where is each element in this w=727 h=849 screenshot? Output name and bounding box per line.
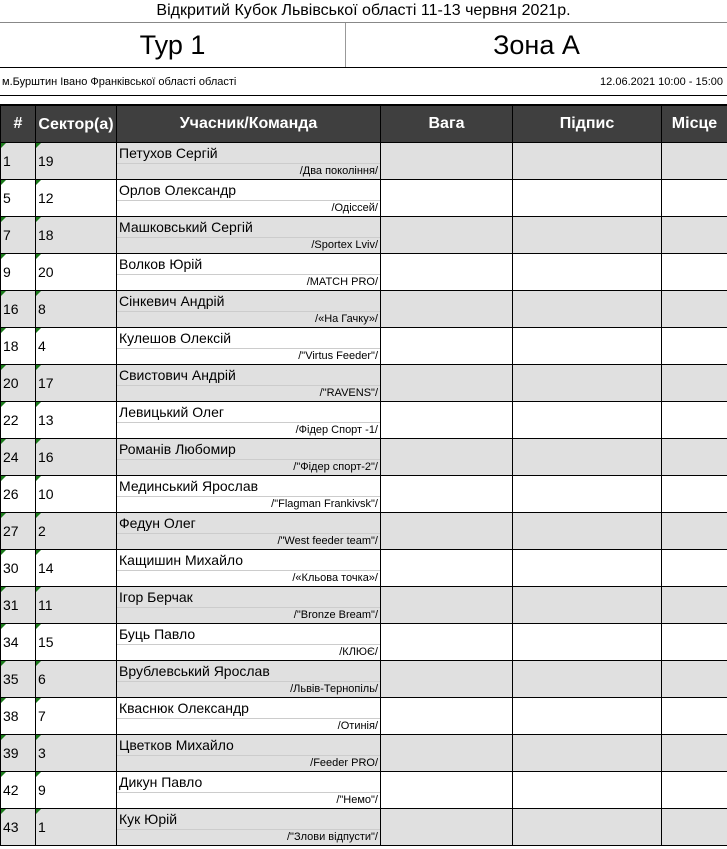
row-number: 18 — [1, 328, 36, 365]
signature-cell[interactable] — [513, 587, 662, 624]
signature-cell[interactable] — [513, 439, 662, 476]
place-cell[interactable] — [662, 513, 727, 550]
row-number: 39 — [1, 735, 36, 772]
tour-label: Тур 1 — [0, 23, 346, 67]
participant-name: Волков Юрій — [117, 254, 380, 275]
row-number: 9 — [1, 254, 36, 291]
table-row — [1, 587, 727, 624]
row-number: 35 — [1, 661, 36, 698]
signature-cell[interactable] — [513, 365, 662, 402]
place-cell[interactable] — [662, 365, 727, 402]
row-number: 20 — [1, 365, 36, 402]
place-cell[interactable] — [662, 254, 727, 291]
signature-cell[interactable] — [513, 328, 662, 365]
participant-name: Орлов Олександр — [117, 180, 380, 201]
row-number: 34 — [1, 624, 36, 661]
table-row — [1, 143, 727, 180]
table-row — [1, 550, 727, 587]
signature-cell[interactable] — [513, 698, 662, 735]
weight-cell[interactable] — [381, 439, 513, 476]
row-sector: 13 — [36, 402, 117, 439]
row-participant — [117, 698, 381, 735]
place-cell[interactable] — [662, 550, 727, 587]
row-number: 38 — [1, 698, 36, 735]
weight-cell[interactable] — [381, 772, 513, 809]
row-sector: 16 — [36, 439, 117, 476]
participant-name: Сінкевич Андрій — [117, 291, 380, 312]
col-header-place: Місце — [662, 106, 727, 143]
row-number: 1 — [1, 143, 36, 180]
table-row — [1, 735, 727, 772]
col-header-signature: Підпис — [513, 106, 662, 143]
row-participant — [117, 143, 381, 180]
zone-label: Зона А — [493, 29, 580, 60]
place-cell[interactable] — [662, 587, 727, 624]
row-number: 30 — [1, 550, 36, 587]
row-number: 31 — [1, 587, 36, 624]
row-sector: 2 — [36, 513, 117, 550]
row-number: 24 — [1, 439, 36, 476]
row-participant — [117, 365, 381, 402]
place-cell[interactable] — [662, 772, 727, 809]
place-cell[interactable] — [662, 328, 727, 365]
weight-cell[interactable] — [381, 180, 513, 217]
signature-cell[interactable] — [513, 402, 662, 439]
signature-cell[interactable] — [513, 735, 662, 772]
participant-team: /Фідер Спорт -1/ — [295, 424, 378, 436]
table-row — [1, 513, 727, 550]
weight-cell[interactable] — [381, 513, 513, 550]
participant-team: /Feeder PRO/ — [310, 757, 378, 769]
row-sector: 4 — [36, 328, 117, 365]
row-sector: 1 — [36, 809, 117, 846]
table-row — [1, 772, 727, 809]
participants-table — [0, 105, 727, 846]
row-sector: 10 — [36, 476, 117, 513]
participant-name: Кулешов Олексій — [117, 328, 380, 349]
row-participant — [117, 735, 381, 772]
participant-team: /"RAVENS"/ — [319, 387, 378, 399]
row-participant — [117, 809, 381, 846]
table-row — [1, 291, 727, 328]
place-cell[interactable] — [662, 735, 727, 772]
place-cell[interactable] — [662, 476, 727, 513]
weight-cell[interactable] — [381, 365, 513, 402]
participant-name: Свистович Андрій — [117, 365, 380, 386]
place-cell[interactable] — [662, 624, 727, 661]
weight-cell[interactable] — [381, 550, 513, 587]
location-text: м.Бурштин Івано Франківської області області — [2, 75, 237, 88]
row-sector: 6 — [36, 661, 117, 698]
table-row — [1, 476, 727, 513]
participant-team: /"Virtus Feeder"/ — [298, 350, 378, 362]
weight-cell[interactable] — [381, 143, 513, 180]
col-header-sector: Сектор(а) — [36, 106, 117, 143]
signature-cell[interactable] — [513, 809, 662, 846]
signature-cell[interactable] — [513, 624, 662, 661]
weight-cell[interactable] — [381, 291, 513, 328]
row-sector: 8 — [36, 291, 117, 328]
participant-name: Кук Юрій — [117, 809, 380, 830]
weight-cell[interactable] — [381, 402, 513, 439]
participant-name: Ігор Берчак — [117, 587, 380, 608]
spacer-row — [0, 96, 727, 105]
table-row — [1, 402, 727, 439]
place-cell[interactable] — [662, 143, 727, 180]
row-participant — [117, 180, 381, 217]
participant-team: /"Flagman Frankivsk"/ — [271, 498, 378, 510]
participant-name: Мединський Ярослав — [117, 476, 380, 497]
table-row — [1, 624, 727, 661]
participant-name: Цветков Михайло — [117, 735, 380, 756]
row-participant — [117, 254, 381, 291]
row-sector: 14 — [36, 550, 117, 587]
signature-cell[interactable] — [513, 661, 662, 698]
participant-team: /Отинія/ — [337, 720, 378, 732]
row-number: 26 — [1, 476, 36, 513]
weight-cell[interactable] — [381, 735, 513, 772]
row-sector: 12 — [36, 180, 117, 217]
weight-cell[interactable] — [381, 217, 513, 254]
weight-cell[interactable] — [381, 661, 513, 698]
weight-cell[interactable] — [381, 254, 513, 291]
row-sector: 7 — [36, 698, 117, 735]
col-header-num: # — [1, 106, 36, 143]
weight-cell[interactable] — [381, 476, 513, 513]
participant-name: Федун Олег — [117, 513, 380, 534]
row-sector: 3 — [36, 735, 117, 772]
participant-name: Врублевський Ярослав — [117, 661, 380, 682]
place-cell[interactable] — [662, 661, 727, 698]
row-participant — [117, 550, 381, 587]
participant-team: /"Bronze Bream"/ — [293, 609, 378, 621]
row-number: 16 — [1, 291, 36, 328]
signature-cell[interactable] — [513, 217, 662, 254]
signature-cell[interactable] — [513, 513, 662, 550]
table-row — [1, 254, 727, 291]
participant-team: /MATCH PRO/ — [306, 276, 378, 288]
table-row — [1, 809, 727, 846]
participant-name: Романів Любомир — [117, 439, 380, 460]
tour-zone-row — [0, 23, 727, 68]
row-sector: 15 — [36, 624, 117, 661]
weight-cell[interactable] — [381, 698, 513, 735]
weight-cell[interactable] — [381, 328, 513, 365]
place-cell[interactable] — [662, 291, 727, 328]
weight-cell[interactable] — [381, 624, 513, 661]
row-sector: 20 — [36, 254, 117, 291]
participant-team: /Sportex Lviv/ — [311, 239, 378, 251]
place-cell[interactable] — [662, 698, 727, 735]
participant-name: Левицький Олег — [117, 402, 380, 423]
row-participant — [117, 513, 381, 550]
row-number: 43 — [1, 809, 36, 846]
participant-team: /«Кльова точка»/ — [292, 572, 378, 584]
table-row — [1, 217, 727, 254]
table-row — [1, 328, 727, 365]
participant-name: Машковський Сергій — [117, 217, 380, 238]
row-number: 27 — [1, 513, 36, 550]
participant-name: Кащишин Михайло — [117, 550, 380, 571]
row-participant — [117, 772, 381, 809]
participant-team: /КЛЮЄ/ — [339, 646, 378, 658]
participant-team: /Одіссей/ — [331, 202, 378, 214]
place-cell[interactable] — [662, 217, 727, 254]
signature-cell[interactable] — [513, 772, 662, 809]
row-participant — [117, 328, 381, 365]
row-sector: 11 — [36, 587, 117, 624]
row-sector: 18 — [36, 217, 117, 254]
table-body — [1, 143, 727, 846]
signature-cell[interactable] — [513, 254, 662, 291]
participant-name: Буць Павло — [117, 624, 380, 645]
date-time-text: 12.06.2021 10:00 - 15:00 — [600, 75, 723, 88]
col-header-participant: Учасник/Команда — [117, 106, 381, 143]
signature-cell[interactable] — [513, 291, 662, 328]
participant-team: /"Злови відпусти"/ — [287, 831, 378, 843]
col-header-weight: Вага — [381, 106, 513, 143]
row-sector: 9 — [36, 772, 117, 809]
signature-cell[interactable] — [513, 550, 662, 587]
row-number: 22 — [1, 402, 36, 439]
participant-team: /"Фідер спорт-2"/ — [293, 461, 378, 473]
place-cell[interactable] — [662, 809, 727, 846]
table-row — [1, 661, 727, 698]
row-participant — [117, 402, 381, 439]
signature-cell[interactable] — [513, 180, 662, 217]
participant-team: /"Немо"/ — [336, 794, 378, 806]
row-participant — [117, 217, 381, 254]
weight-cell[interactable] — [381, 587, 513, 624]
participant-name: Кваснюк Олександр — [117, 698, 380, 719]
row-number: 5 — [1, 180, 36, 217]
place-cell[interactable] — [662, 439, 727, 476]
participant-team: /«На Гачку»/ — [315, 313, 378, 325]
table-row — [1, 180, 727, 217]
participant-name: Петухов Сергій — [117, 143, 380, 164]
signature-cell[interactable] — [513, 476, 662, 513]
participant-team: /Два покоління/ — [299, 165, 378, 177]
row-participant — [117, 661, 381, 698]
row-participant — [117, 476, 381, 513]
row-participant — [117, 587, 381, 624]
signature-cell[interactable] — [513, 143, 662, 180]
row-sector: 17 — [36, 365, 117, 402]
place-cell[interactable] — [662, 180, 727, 217]
participant-team: /Львів-Тернопіль/ — [290, 683, 378, 695]
info-row — [0, 68, 727, 96]
table-row — [1, 698, 727, 735]
row-participant — [117, 624, 381, 661]
competition-title: Відкритий Кубок Львівської області 11-13 червня 2021р. — [0, 0, 727, 23]
row-participant — [117, 439, 381, 476]
weight-cell[interactable] — [381, 809, 513, 846]
table-row — [1, 439, 727, 476]
table-row — [1, 365, 727, 402]
row-participant — [117, 291, 381, 328]
table-header-row — [1, 106, 727, 143]
place-cell[interactable] — [662, 402, 727, 439]
participant-name: Дикун Павло — [117, 772, 380, 793]
row-sector: 19 — [36, 143, 117, 180]
row-number: 42 — [1, 772, 36, 809]
row-number: 7 — [1, 217, 36, 254]
participant-team: /"West feeder team"/ — [277, 535, 378, 547]
